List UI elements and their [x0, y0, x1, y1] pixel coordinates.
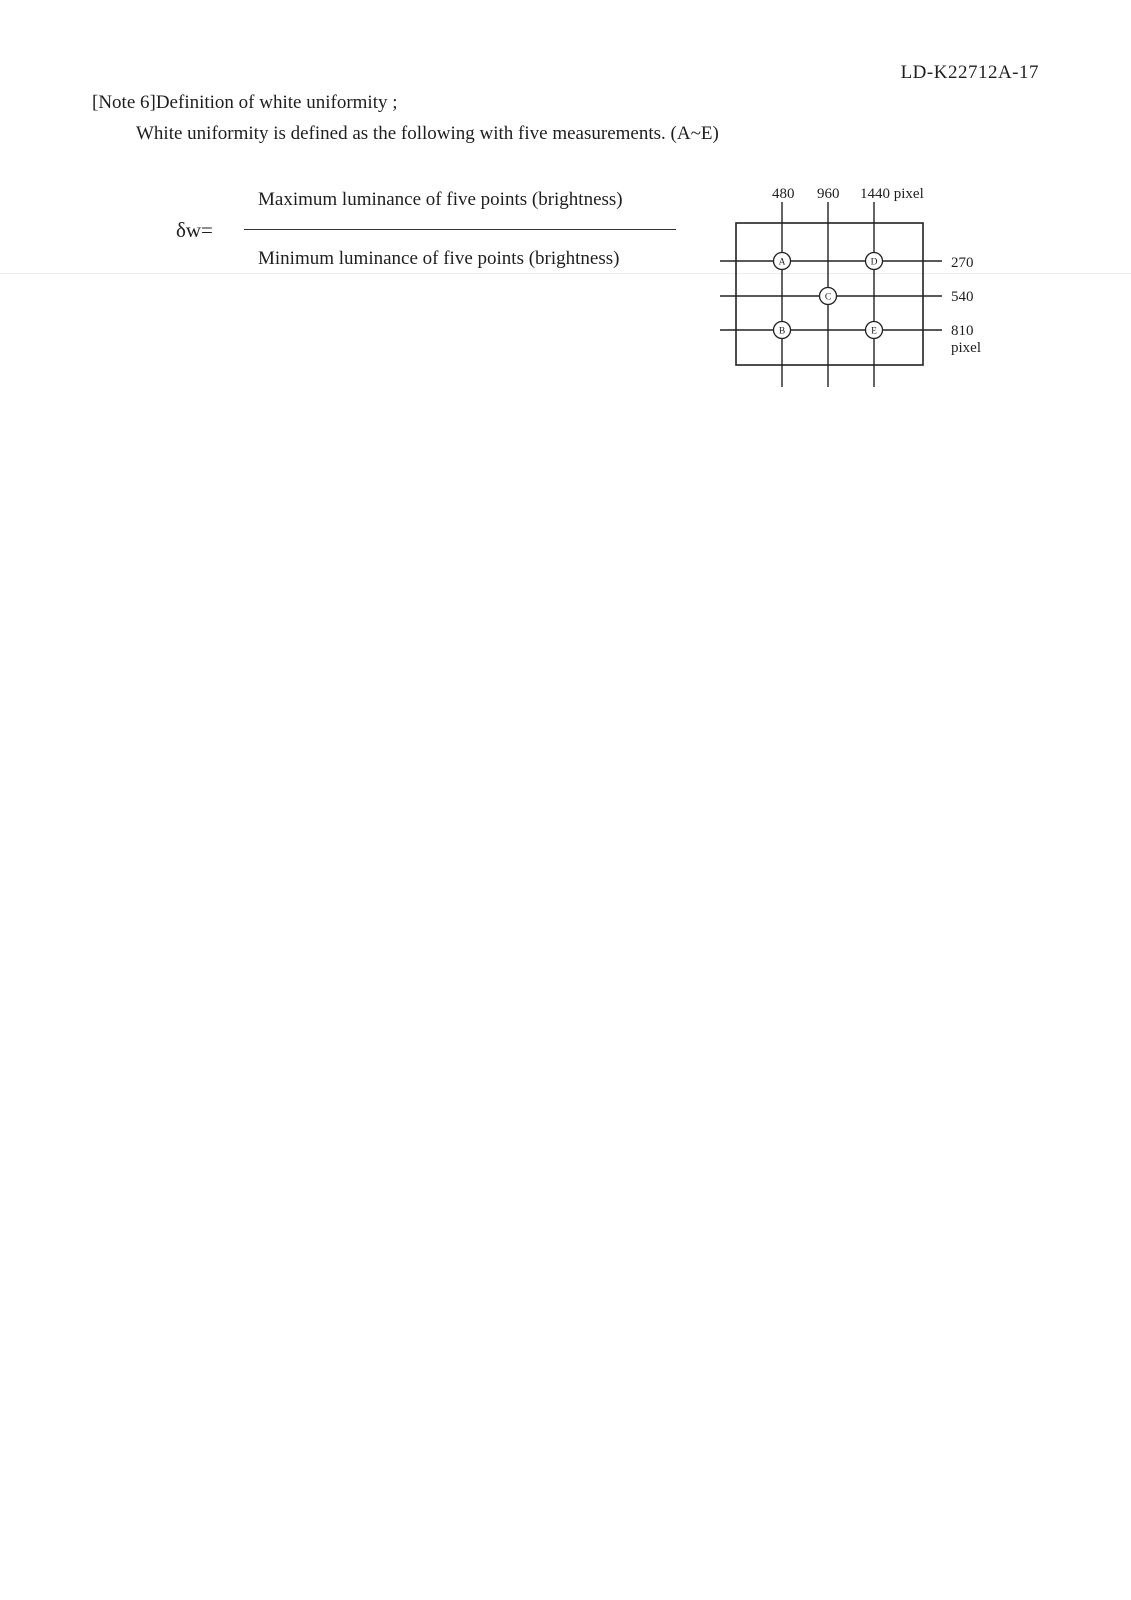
- column-label-960: 960: [817, 186, 840, 202]
- document-id: LD-K22712A-17: [900, 62, 1039, 83]
- measurement-point-c: [820, 288, 837, 305]
- row-unit-label: pixel: [951, 340, 981, 356]
- measurement-point-a: [774, 253, 791, 270]
- measurement-point-d: [866, 253, 883, 270]
- point-label-d: D: [870, 257, 878, 268]
- note-description: White uniformity is defined as the following with five measurements. (A~E): [136, 123, 719, 144]
- measurement-point-e: [866, 322, 883, 339]
- row-label-810: 810: [951, 323, 974, 339]
- column-label-1440: 1440 pixel: [860, 186, 924, 202]
- measurement-point-b: [774, 322, 791, 339]
- formula-numerator: Maximum luminance of five points (brightness): [258, 189, 623, 210]
- note-title: [Note 6]Definition of white uniformity ;: [92, 92, 398, 113]
- point-label-a: A: [778, 257, 786, 268]
- point-label-b: B: [778, 326, 786, 337]
- formula-denominator: Minimum luminance of five points (brightness): [258, 248, 620, 269]
- measurement-point-diagram: [720, 180, 1020, 395]
- point-label-e: E: [871, 326, 877, 337]
- fraction-bar: [244, 229, 676, 230]
- row-label-270: 270: [951, 255, 974, 271]
- row-label-540: 540: [951, 289, 974, 305]
- column-label-480: 480: [772, 186, 795, 202]
- point-label-c: C: [824, 292, 832, 303]
- formula-symbol: δw=: [176, 218, 213, 242]
